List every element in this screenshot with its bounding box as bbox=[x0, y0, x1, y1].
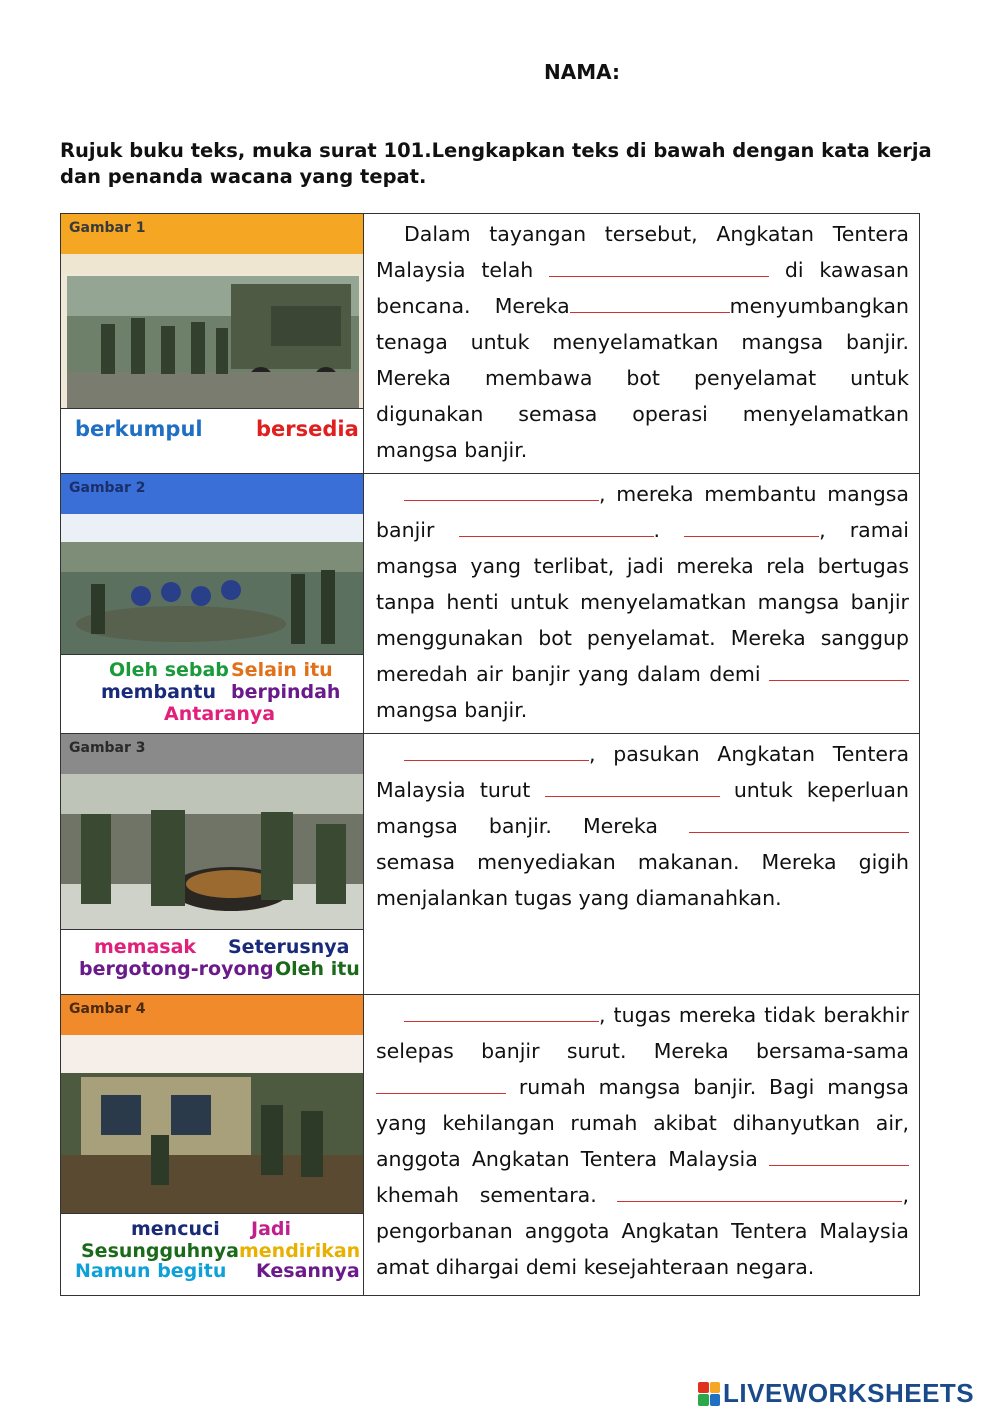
picture-panel-4 bbox=[61, 995, 364, 1295]
word-option[interactable]: bersedia bbox=[256, 417, 359, 441]
word-bank-1 bbox=[61, 408, 363, 472]
passage-text: di kawasan bencana. Mereka bbox=[376, 258, 909, 318]
picture-label: Gambar 1 bbox=[61, 214, 363, 254]
word-option[interactable]: Oleh sebab bbox=[109, 659, 229, 681]
word-option[interactable]: Selain itu bbox=[231, 659, 333, 681]
photo-soldiers-cooking bbox=[61, 774, 363, 929]
word-option[interactable]: membantu bbox=[101, 681, 217, 703]
answer-blank[interactable] bbox=[689, 814, 909, 833]
answer-blank[interactable] bbox=[617, 1183, 902, 1202]
word-option[interactable]: Namun begitu bbox=[75, 1260, 227, 1282]
photo-cleaning-house bbox=[61, 1035, 363, 1213]
answer-blank[interactable] bbox=[404, 482, 599, 501]
passage-text: , tugas mereka tidak berakhir selepas banjir surut. Mereka bersama-sama bbox=[376, 1003, 909, 1063]
picture-panel-3 bbox=[61, 734, 364, 994]
photo-rescue-boat bbox=[61, 514, 363, 654]
passage-text: untuk keperluan mangsa banjir. Mereka bbox=[376, 778, 909, 838]
picture-label: Gambar 3 bbox=[61, 734, 363, 774]
word-option[interactable]: berpindah bbox=[231, 681, 341, 703]
passage-4 bbox=[364, 995, 919, 1295]
word-option[interactable]: Jadi bbox=[251, 1218, 292, 1240]
passage-text: , mereka membantu mangsa banjir bbox=[376, 482, 909, 542]
answer-blank[interactable] bbox=[570, 294, 730, 313]
passage-1 bbox=[364, 214, 919, 473]
passage-text: khemah sementara. bbox=[376, 1183, 597, 1207]
picture-label: Gambar 2 bbox=[61, 474, 363, 514]
answer-blank[interactable] bbox=[769, 1147, 909, 1166]
passage-text: semasa menyediakan makanan. Mereka gigih menjalankan tugas yang diamanahkan. bbox=[376, 850, 909, 910]
picture-panel-2 bbox=[61, 474, 364, 733]
passage-text: . bbox=[653, 518, 661, 542]
section-row-4 bbox=[61, 995, 919, 1295]
answer-blank[interactable] bbox=[769, 662, 909, 681]
photo-soldiers-truck bbox=[61, 254, 363, 408]
instructions: Rujuk buku teks, muka surat 101.Lengkapkan teks di bawah dengan kata kerja dan penanda wacana yang tepat. bbox=[60, 139, 932, 188]
word-option[interactable]: Kesannya bbox=[256, 1260, 360, 1282]
passage-text: mangsa banjir. bbox=[376, 698, 528, 722]
passage-text: , pengorbanan anggota Angkatan Tentera Malaysia amat dihargai demi kesejahteraan negara. bbox=[376, 1183, 909, 1279]
picture-label: Gambar 4 bbox=[61, 995, 363, 1035]
answer-blank[interactable] bbox=[549, 258, 769, 277]
passage-text: rumah mangsa banjir. Bagi mangsa yang kehilangan rumah akibat dihanyutkan air, anggota Angkatan Tentera Malaysia bbox=[376, 1075, 909, 1171]
word-option[interactable]: memasak bbox=[94, 936, 197, 958]
answer-blank[interactable] bbox=[459, 518, 654, 537]
word-option[interactable]: Oleh itu bbox=[275, 958, 360, 980]
word-bank-4 bbox=[61, 1213, 363, 1294]
liveworksheets-logo bbox=[698, 1378, 974, 1409]
word-option[interactable]: berkumpul bbox=[75, 417, 203, 441]
word-option[interactable]: Antaranya bbox=[164, 703, 276, 725]
logo-text: LIVEWORKSHEETS bbox=[723, 1378, 975, 1408]
passage-text: Dalam tayangan tersebut, Angkatan Tentera Malaysia telah bbox=[376, 222, 909, 282]
section-row-1 bbox=[61, 214, 919, 474]
answer-blank[interactable] bbox=[404, 1003, 599, 1022]
word-bank-3 bbox=[61, 929, 363, 993]
answer-blank[interactable] bbox=[545, 778, 720, 797]
answer-blank[interactable] bbox=[684, 518, 819, 537]
word-option[interactable]: mendirikan bbox=[239, 1240, 361, 1262]
word-bank-2 bbox=[61, 654, 363, 732]
nama-label: NAMA: bbox=[544, 60, 620, 84]
passage-3 bbox=[364, 734, 919, 994]
section-row-3 bbox=[61, 734, 919, 995]
picture-panel-1 bbox=[61, 214, 364, 473]
word-option[interactable]: Sesungguhnya bbox=[81, 1240, 239, 1262]
worksheet-table bbox=[60, 213, 920, 1296]
word-option[interactable]: Seterusnya bbox=[228, 936, 350, 958]
answer-blank[interactable] bbox=[404, 742, 589, 761]
logo-grid-icon bbox=[698, 1382, 720, 1406]
answer-blank[interactable] bbox=[376, 1075, 506, 1094]
passage-text: menyumbangkan tenaga untuk menyelamatkan mangsa banjir. Mereka membawa bot penyelamat untuk digunakan semasa operasi menyelamatkan mangsa banjir. bbox=[376, 294, 909, 462]
word-option[interactable]: bergotong-royong bbox=[79, 958, 274, 980]
passage-text: , ramai mangsa yang terlibat, jadi mereka rela bertugas tanpa henti untuk menyelamatkan mangsa banjir menggunakan bot penyelamat. Mereka sanggup meredah air banjir yang dalam demi bbox=[376, 518, 909, 686]
passage-2 bbox=[364, 474, 919, 733]
word-option[interactable]: mencuci bbox=[131, 1218, 220, 1240]
section-row-2 bbox=[61, 474, 919, 734]
passage-text: , pasukan Angkatan Tentera Malaysia turut bbox=[376, 742, 909, 802]
